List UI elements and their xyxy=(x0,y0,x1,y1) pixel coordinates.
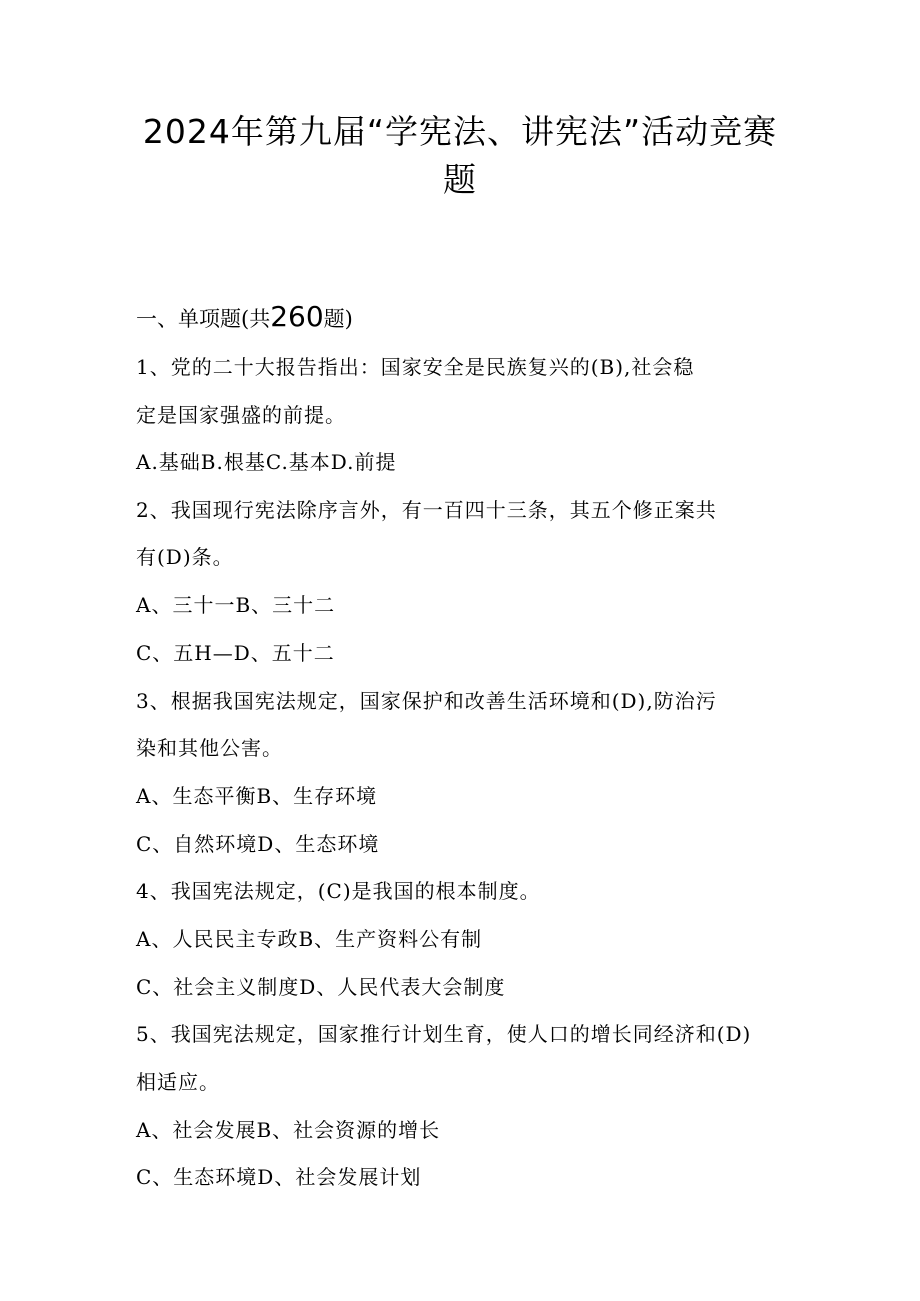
text-line: A.基础B.根基C.基本D.前提 xyxy=(136,450,397,474)
text-line: C、自然环境D、生态环境 xyxy=(136,832,380,856)
text-line: 2、我国现行宪法除序言外，有一百四十三条，其五个修正案共 xyxy=(136,498,717,522)
text-line: C、社会主义制度D、人民代表大会制度 xyxy=(136,975,506,999)
section-heading-suffix: 题) xyxy=(323,307,353,331)
section-question-count: 260 xyxy=(270,300,324,333)
text-line: 3、根据我国宪法规定，国家保护和改善生活环境和(D),防治污 xyxy=(136,689,717,713)
document-title-line-2: 题 xyxy=(443,160,477,199)
section-heading xyxy=(136,300,353,336)
text-line: A、人民民主专政B、生产资料公有制 xyxy=(136,927,483,951)
text-line: 1、党的二十大报告指出：国家安全是民族复兴的(B),社会稳 xyxy=(136,355,695,379)
text-line: A、三十一B、三十二 xyxy=(136,593,336,617)
text-line: 有(D)条。 xyxy=(136,545,234,569)
text-line: 染和其他公害。 xyxy=(136,736,283,760)
text-line: A、生态平衡B、生存环境 xyxy=(136,784,378,808)
document-title-line-1: 2024年第九届“学宪法、讲宪法”活动竞赛 xyxy=(142,112,778,151)
text-line: 定是国家强盛的前提。 xyxy=(136,403,346,427)
text-line: 相适应。 xyxy=(136,1070,220,1094)
text-line: A、社会发展B、社会资源的增长 xyxy=(136,1118,441,1142)
text-line: 4、我国宪法规定，(C)是我国的根本制度。 xyxy=(136,879,541,903)
section-heading-prefix: 一、单项题(共 xyxy=(136,307,271,331)
text-line: C、五H—D、五十二 xyxy=(136,641,335,665)
text-line: 5、我国宪法规定，国家推行计划生育，使人口的增长同经济和(D) xyxy=(136,1022,752,1046)
text-line: C、生态环境D、社会发展计划 xyxy=(136,1165,422,1189)
